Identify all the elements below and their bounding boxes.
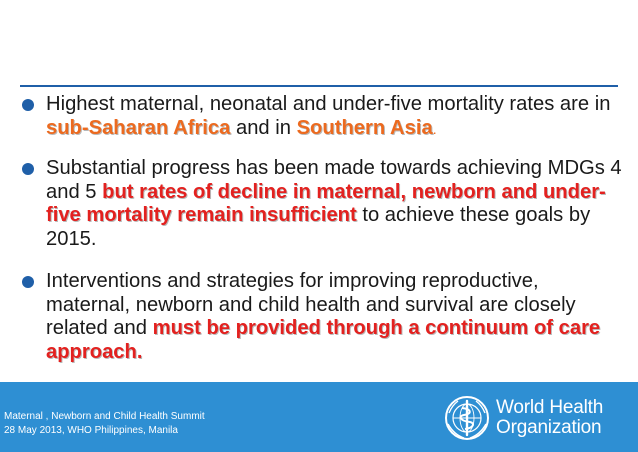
bullet-text: Highest maternal, neonatal and under-five mortality rates are in sub-Saharan Africa and in Southern Asia. (46, 93, 611, 139)
who-emblem-icon (444, 395, 490, 441)
highlight-emphasis: must be provided through a continuum of care approach. (46, 317, 601, 363)
bullet-text: Interventions and strategies for improving reproductive, maternal, newborn and child health and survival are closely related and must be provided through a continuum of care approach. (46, 270, 601, 363)
highlight-region: Southern Asia (296, 116, 433, 139)
punctuation: . (432, 120, 437, 137)
bullet-item (22, 270, 622, 364)
footer-bar (0, 382, 638, 452)
who-logo (444, 395, 629, 443)
bullet-dot-icon (22, 276, 34, 288)
bullet-dot-icon (22, 163, 34, 175)
footer-date-place: 28 May 2013, WHO Philippines, Manila (4, 425, 178, 436)
who-wordmark (496, 398, 603, 438)
footer-event-title: Maternal , Newborn and Child Health Summit (4, 411, 205, 422)
who-wordmark-line1: World Health (496, 397, 604, 418)
bullet-item (22, 93, 622, 141)
who-wordmark-line2: Organization (496, 417, 602, 438)
bullet-list (22, 93, 622, 364)
highlight-region: sub-Saharan Africa (46, 116, 231, 139)
bullet-dot-icon (22, 99, 34, 111)
bullet-text: Substantial progress has been made towards achieving MDGs 4 and 5 but rates of decline in maternal, newborn and under-five mortality remain insufficient to achieve these goals by 2015. (46, 157, 622, 250)
highlight-emphasis: but rates of decline in maternal, newborn and under-five mortality remain insufficient (46, 180, 606, 226)
bullet-item (22, 157, 622, 251)
header-divider (20, 85, 618, 87)
